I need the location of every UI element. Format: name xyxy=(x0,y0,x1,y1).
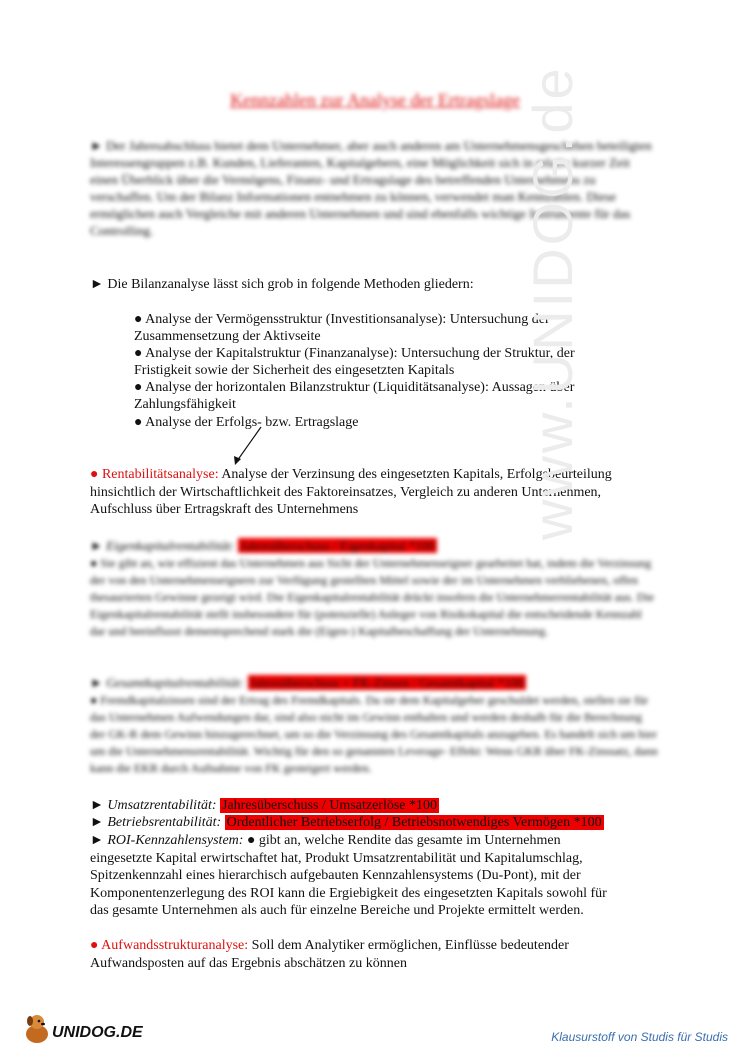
method-1: ● Analyse der Vermögensstruktur (Investitionsanalyse): Untersuchung der xyxy=(134,312,550,327)
aufwand-line-2: Aufwandsposten auf das Ergebnis abschätzen zu können xyxy=(90,956,407,971)
roi-line-5: das gesamte Unternehmen als auch für einzelne Bereiche und Projekte ermittelt werden. xyxy=(90,903,584,918)
method-1-cont: Zusammensetzung der Aktivseite xyxy=(134,329,321,344)
ek-label: ► Eigenkapitalrentabilität: xyxy=(90,538,235,553)
roi-line-1 xyxy=(90,832,660,849)
dog-logo-icon xyxy=(22,1012,52,1046)
gk-formula: Jahresüberschuss + FK-Zinsen / Gesamtkapital *100 xyxy=(249,675,524,690)
rent-label: ● Rentabilitätsanalyse: xyxy=(90,467,219,482)
umsatz-label: ► Umsatzrentabilität: xyxy=(90,798,217,813)
method-2: ● Analyse der Kapitalstruktur (Finanzanalyse): Untersuchung der Struktur, der xyxy=(134,346,575,361)
rent-line-3: Aufschluss über Ertragskraft des Unternehmens xyxy=(90,502,359,517)
footer-slogan: Klausurstoff von Studis für Studis xyxy=(551,1030,728,1044)
rent-text-1: Analyse der Verzinsung des eingesetzten Kapitals, Erfolgsbeurteilung xyxy=(218,467,612,482)
method-2-cont: Fristigkeit sowie der Sicherheit des eingesetzten Kapitals xyxy=(134,363,455,378)
aufwand-line-1 xyxy=(90,937,660,954)
method-4: ● Analyse der Erfolgs- bzw. Ertragslage xyxy=(134,415,359,430)
roi-label: ► ROI-Kennzahlensystem: xyxy=(90,833,244,848)
aufwand-text-1: Soll dem Analytiker ermöglichen, Einflüsse bedeutender xyxy=(248,938,569,953)
method-3: ● Analyse der horizontalen Bilanzstruktur (Liquiditätsanalyse): Aussagen über xyxy=(134,380,575,395)
intro-paragraph: ► Der Jahresabschluss bietet dem Unternehmer, aber auch anderen am Unternehmensgeschehen beteiligten Interessengruppen z.B. Kunden, Lieferanten, Kapitalgebern, eine Möglichkeit sich in relativ kurzer Zeit einen Überblick über die Vermögens, Finanz- und Ertragslage des betreffenden Unternehmens zu verschaffen. Um der Bilanz Informationen entnehmen zu können, verwendet man Kennzahlen. Diese ermöglichen auch Vergleiche mit anderen Unternehmen und sind ebenfalls wichtige Instrumente für das Controlling. xyxy=(90,138,652,238)
betrieb-label: ► Betriebsrentabilität: xyxy=(90,815,222,830)
roi-text-1: ● gibt an, welche Rendite das gesamte im Unternehmen xyxy=(243,833,561,848)
gk-text: ● Fremdkapitalzinsen sind der Ertrag des Fremdkapitals. Da sie dem Kapitalgeber geschuldet werden, stellen sie für das Unternehmen Aufwendungen dar, sind also nicht im Gewinn enthalten und werden deshalb für die Berechnung der GK-R dem Gewinn hinzugerechnet, um so die Verzinsung des Gesamtkapitals anzugeben. Es handelt sich um hier um die Unternehmensrentabilität. Wichtig für den so genannten Leverage- Effekt: Wenn GKR über FK-Zinssatz, dann kann die EKR durch Aufnahme von FK gesteigert werden. xyxy=(90,693,658,775)
roi-line-3: Spitzenkennzahl eines hierarchisch aufgebauten Kennzahlensystems (Du-Pont), mit der xyxy=(90,868,581,883)
gk-heading xyxy=(90,674,660,691)
rent-line-2: hinsichtlich der Wirtschaftlichkeit des Faktoreinsatzes, Vergleich zu anderen Unternehmen, xyxy=(90,485,602,500)
umsatz-line xyxy=(90,797,660,814)
ek-text: ● Sie gibt an, wie effizient das Unternehmen aus Sicht der Unternehmenseigner gearbeitet hat, indem die Verzinsung der von den Unternehmenseignern zur Verfügung gestellten Mittel sowie der im Unternehmen verbliebenen, offen thesaurierten Gewinne gezeigt wird. Die Eigenkapitalrentabilität drückt insofern die Unternehmerrentabilität aus. Die Eigenkapitalrentabilität stellt insbesondere für (potenzielle) Anleger von Risikokapital die entscheidende Kennzahl dar und beeinflusst dementsprechend stark die (Eigen-) Kapitalbeschaffung der Unternehmung. xyxy=(90,556,655,638)
bilanz-heading: ► Die Bilanzanalyse lässt sich grob in folgende Methoden gliedern: xyxy=(90,277,474,292)
method-3-cont: Zahlungsfähigkeit xyxy=(134,397,236,412)
betrieb-line xyxy=(90,814,660,831)
page-title: Kennzahlen zur Analyse der Ertragslage xyxy=(230,90,520,110)
roi-line-4: Komponentenzerlegung des ROI kann die Ergiebigkeit des eingesetzten Kapitals sowohl für xyxy=(90,886,607,901)
ek-formula: Jahresüberschuss / Eigenkapital *100 xyxy=(240,538,435,553)
logo-text: UNIDOG.DE xyxy=(52,1024,143,1041)
watermark: www.UNIDOG.de xyxy=(521,65,584,540)
roi-line-2: eingesetzte Kapital erwirtschaftet hat, Produkt Umsatzrentabilität und Kapitalumschlag, xyxy=(90,851,583,866)
betrieb-formula: Ordentlicher Betriebserfolg / Betriebsnotwendiges Vermögen *100 xyxy=(226,815,602,830)
umsatz-formula: Jahresüberschuss / Umsatzerlöse *100 xyxy=(222,798,438,813)
gk-label: ► Gesamtkapitalrentabilität: xyxy=(90,675,245,690)
aufwand-label: ● Aufwandsstrukturanalyse: xyxy=(90,938,249,953)
